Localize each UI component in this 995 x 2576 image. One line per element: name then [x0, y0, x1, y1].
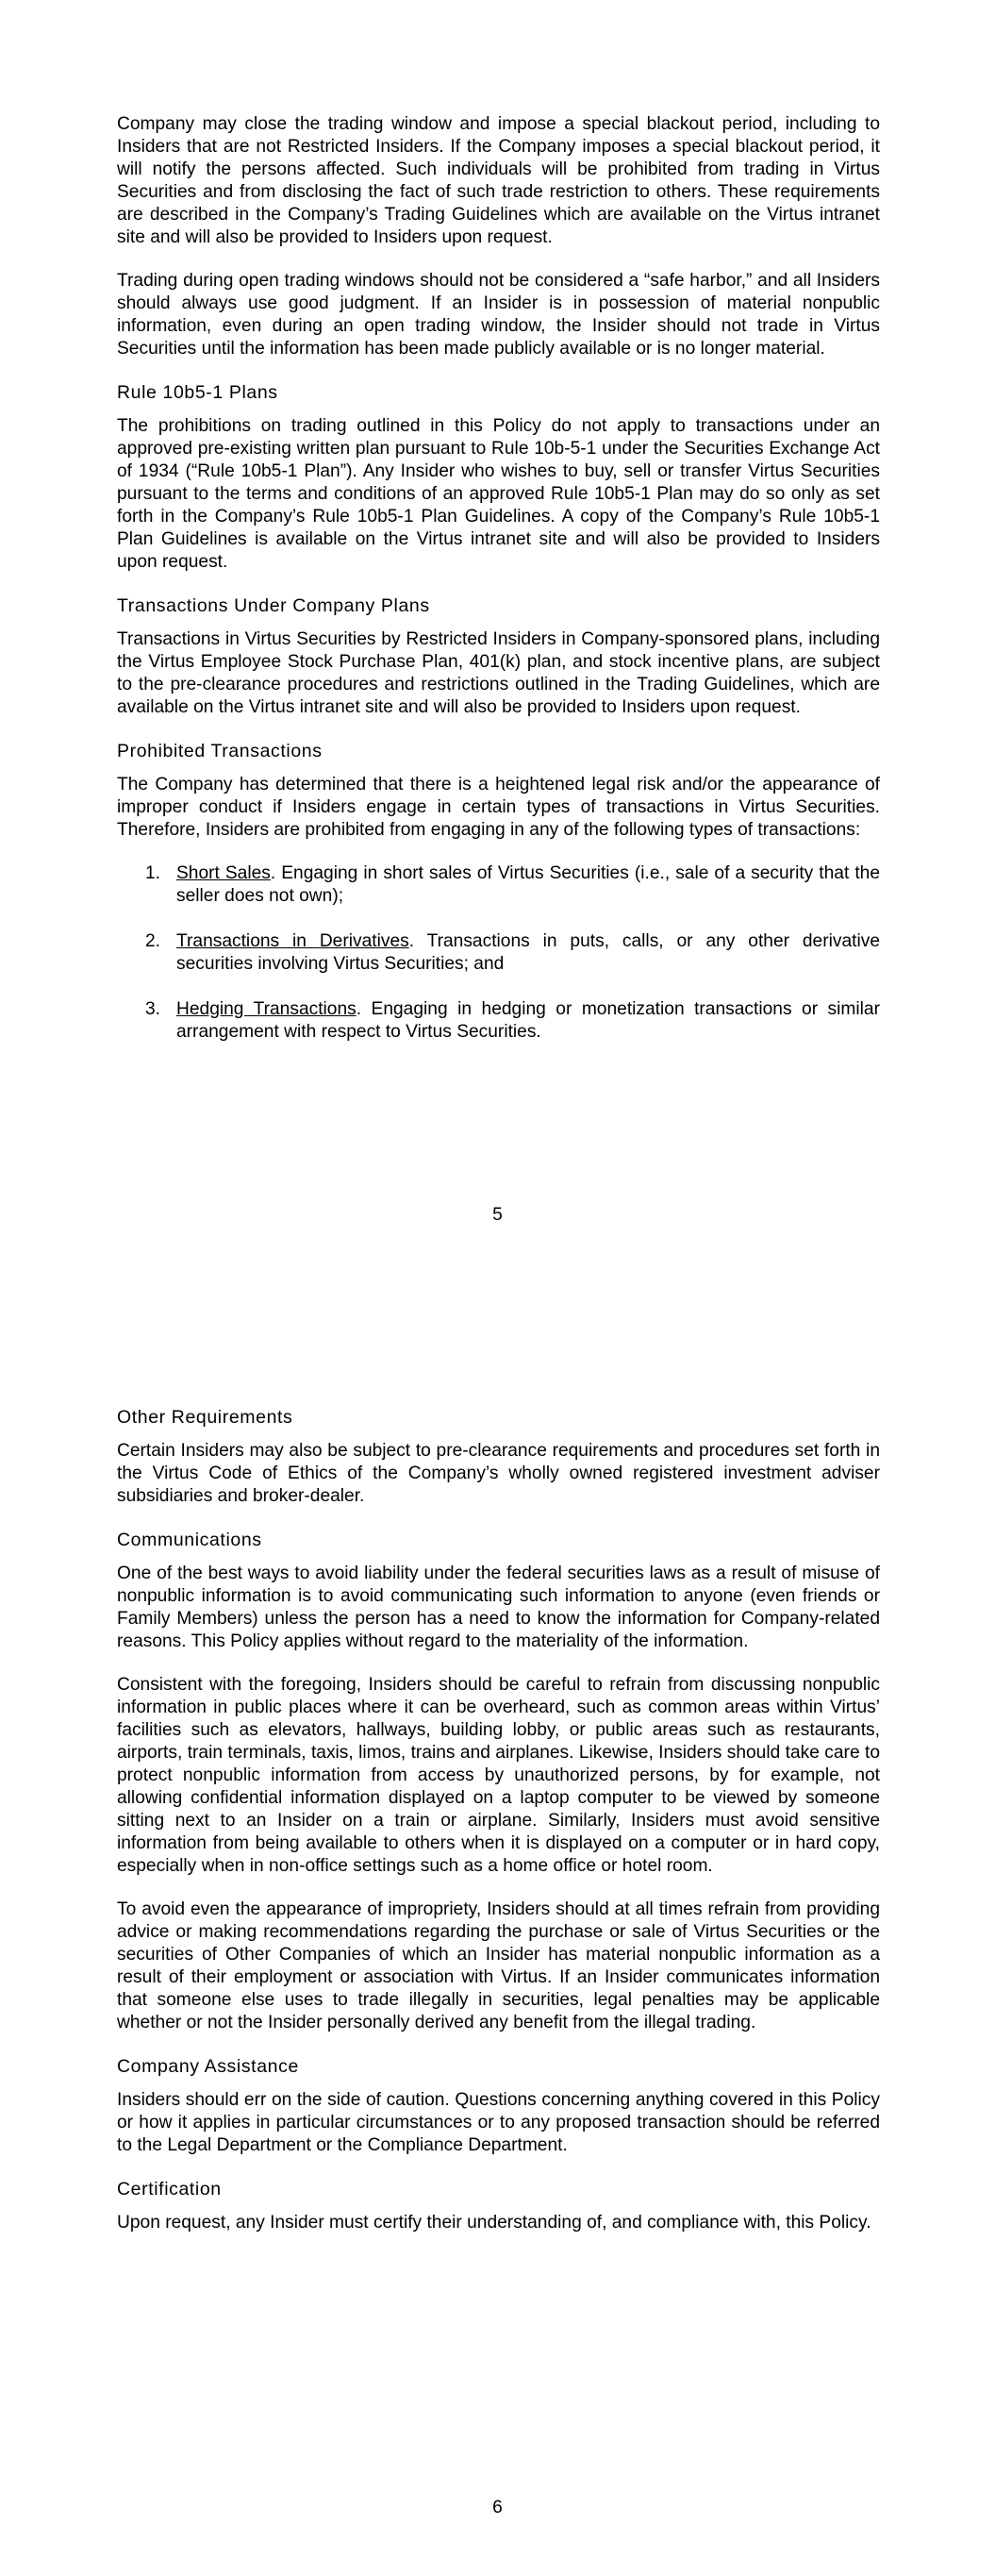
list-item-title: Short Sales [176, 863, 271, 883]
paragraph-company-assistance: Insiders should err on the side of caution. Questions concerning anything covered in this Policy or how it applies in particular circumstances or to any proposed transaction should be referred to the Legal Department or the Compliance Department. [117, 2090, 880, 2155]
list-item-text: . Transactions in puts, calls, or any other derivative securities involving Virtus Securities; and [176, 931, 881, 974]
paragraph-communications-3: To avoid even the appearance of impropriety, Insiders should at all times refrain from providing advice or making recommendations regarding the purchase or sale of Virtus Securities or the securities of Other Companies of which an Insider has material nonpublic information as a result of their employment or association with Virtus. If an Insider communicates information that someone else uses to trade illegally in securities, legal penalties may be applicable whether or not the Insider personally derived any benefit from the illegal trading. [117, 1899, 880, 2032]
heading-prohibited-transactions: Prohibited Transactions [117, 741, 323, 761]
paragraph-transactions-under-company-plans: Transactions in Virtus Securities by Restricted Insiders in Company-sponsored plans, including the Virtus Employee Stock Purchase Plan, 401(k) plan, and stock incentive plans, are subject to the pre-clearance procedures and restrictions outlined in the Trading Guidelines, which are available on the Virtus intranet site and will also be provided to Insiders upon request. [117, 629, 880, 717]
paragraph-prohibited-transactions: The Company has determined that there is a heightened legal risk and/or the appearance of improper conduct if Insiders engage in certain types of transactions in Virtus Securities. Therefore, Insiders are prohibited from engaging in any of the following types of transactions: [117, 775, 880, 840]
paragraph-rule-10b5-1-plans: The prohibitions on trading outlined in this Policy do not apply to transactions under an approved pre-existing written plan pursuant to Rule 10b-5-1 under the Securities Exchange Act of 1934 (“Rule 10b5-1 Plan”). Any Insider who wishes to buy, sell or transfer Virtus Securities pursuant to the terms and conditions of an approved Rule 10b5-1 Plan may do so only as set forth in the Company’s Rule 10b5-1 Plan Guidelines. A copy of the Company’s Rule 10b5-1 Plan Guidelines is available on the Virtus intranet site and will also be provided to Insiders upon request. [117, 416, 880, 572]
paragraph-communications-1: One of the best ways to avoid liability under the federal securities laws as a result of misuse of nonpublic information is to avoid communicating such information to anyone (even friends or Family Members) unless the person has a need to know the information for Company-related reasons. This Policy applies without regard to the materiality of the information. [117, 1564, 880, 1651]
document-page-6 [0, 1278, 995, 2576]
heading-company-assistance: Company Assistance [117, 2056, 299, 2077]
heading-communications: Communications [117, 1530, 262, 1550]
heading-certification: Certification [117, 2179, 222, 2200]
paragraph-blackout-period: Company may close the trading window and impose a special blackout period, including to Insiders that are not Restricted Insiders. If the Company imposes a special blackout period, it will notify the persons affected. Such individuals will be prohibited from trading in Virtus Securities and from disclosing the fact of such trade restriction to others. These requirements are described in the Company’s Trading Guidelines which are available on the Virtus intranet site and will also be provided to Insiders upon request. [117, 114, 880, 247]
list-item-text: . Engaging in hedging or monetization transactions or similar arrangement with respect to Virtus Securities. [176, 999, 880, 1042]
page-number: 5 [492, 1205, 503, 1225]
heading-rule-10b5-1-plans: Rule 10b5-1 Plans [117, 382, 278, 403]
paragraph-other-requirements: Certain Insiders may also be subject to pre-clearance requirements and procedures set forth in the Virtus Code of Ethics of the Company’s wholly owned registered investment adviser subsidiaries and broker-dealer. [117, 1441, 880, 1506]
document-page-5 [0, 0, 995, 1278]
list-item [117, 862, 880, 908]
heading-other-requirements: Other Requirements [117, 1407, 293, 1428]
list-item-number: 1. [145, 863, 161, 883]
list-item-title: Transactions in Derivatives [176, 931, 409, 951]
list-item-text: . Engaging in short sales of Virtus Securities (i.e., sale of a security that the seller does not own); [176, 863, 880, 906]
list-item [117, 998, 880, 1044]
heading-transactions-under-company-plans: Transactions Under Company Plans [117, 595, 430, 616]
prohibited-transactions-list [117, 862, 880, 1044]
list-item [117, 930, 880, 976]
page-number: 6 [492, 2498, 503, 2517]
paragraph-communications-2: Consistent with the foregoing, Insiders should be careful to refrain from discussing nonpublic information in public places where it can be overheard, such as common areas within Virtus’ facilities such as elevators, hallways, building lobby, or public areas such as restaurants, airports, train terminals, taxis, limos, trains and airplanes. Likewise, Insiders should take care to protect nonpublic information from access by unauthorized persons, by for example, not allowing confidential information displayed on a laptop computer to be viewed by someone sitting next to an Insider on a train or airplane. Similarly, Insiders must avoid sensitive information from being available to others when it is displayed on a computer or in hard copy, especially when in non-office settings such as a home office or hotel room. [117, 1675, 880, 1876]
list-item-number: 3. [145, 999, 161, 1019]
paragraph-certification: Upon request, any Insider must certify their understanding of, and compliance with, this Policy. [117, 2213, 871, 2233]
list-item-number: 2. [145, 931, 161, 951]
list-item-title: Hedging Transactions [176, 999, 357, 1019]
paragraph-safe-harbor: Trading during open trading windows should not be considered a “safe harbor,” and all Insiders should always use good judgment. If an Insider is in possession of material nonpublic information, even during an open trading window, the Insider should not trade in Virtus Securities until the information has been made publicly available or is no longer material. [117, 271, 880, 359]
